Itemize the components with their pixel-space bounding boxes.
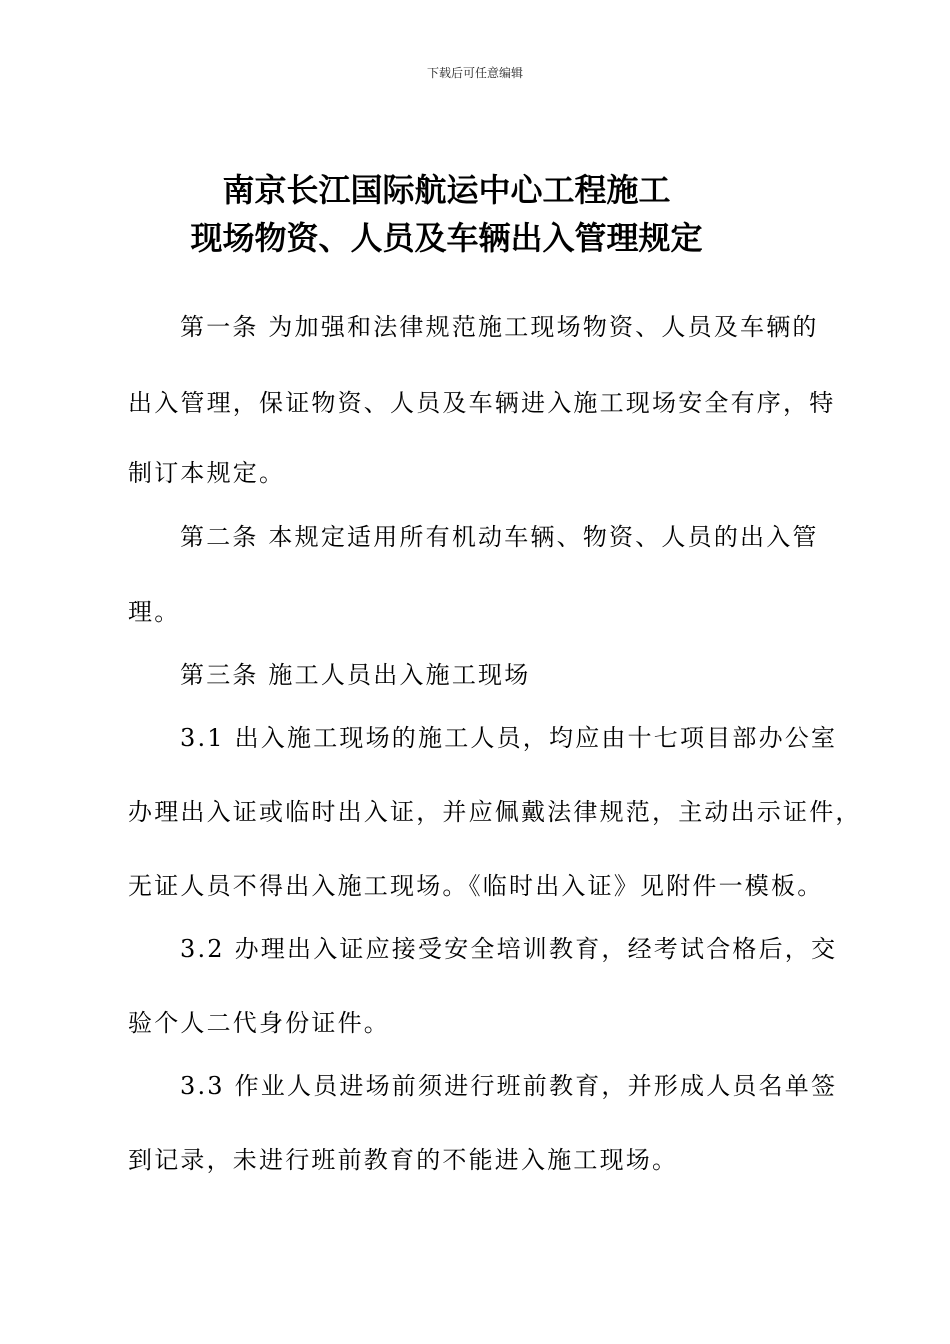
clause-3-2-line-1: 3.2 办理出入证应接受安全培训教育，经考试合格后，交 (180, 935, 838, 963)
clause-3-1-line-1: 3.1 出入施工现场的施工人员，均应由十七项目部办公室 (180, 724, 838, 752)
article-1-line-2: 出入管理，保证物资、人员及车辆进入施工现场安全有序，特 (128, 389, 836, 417)
article-2-line-2: 理。 (128, 598, 181, 626)
article-3-heading: 第三条 施工人员出入施工现场 (180, 661, 531, 689)
document-title-line-2: 现场物资、人员及车辆出入管理规定 (190, 219, 703, 257)
clause-3-2-line-2: 验个人二代身份证件。 (128, 1009, 390, 1037)
clause-3-3-line-2: 到记录，未进行班前教育的不能进入施工现场。 (128, 1146, 679, 1174)
clause-3-3-line-1: 3.3 作业人员进场前须进行班前教育，并形成人员名单签 (180, 1072, 838, 1100)
article-1-line-3: 制订本规定。 (128, 459, 286, 487)
document-title-line-1: 南京长江国际航运中心工程施工 (222, 171, 671, 209)
header-note: 下载后可任意编辑 (426, 66, 523, 80)
article-2-line-1: 第二条 本规定适用所有机动车辆、物资、人员的出入管 (180, 523, 819, 551)
article-1-line-1: 第一条 为加强和法律规范施工现场物资、人员及车辆的 (180, 313, 819, 341)
clause-3-1-line-2: 办理出入证或临时出入证，并应佩戴法律规范，主动出示证件， (128, 798, 862, 826)
clause-3-1-line-3: 无证人员不得出入施工现场。《临时出入证》见附件一模板。 (128, 872, 824, 900)
